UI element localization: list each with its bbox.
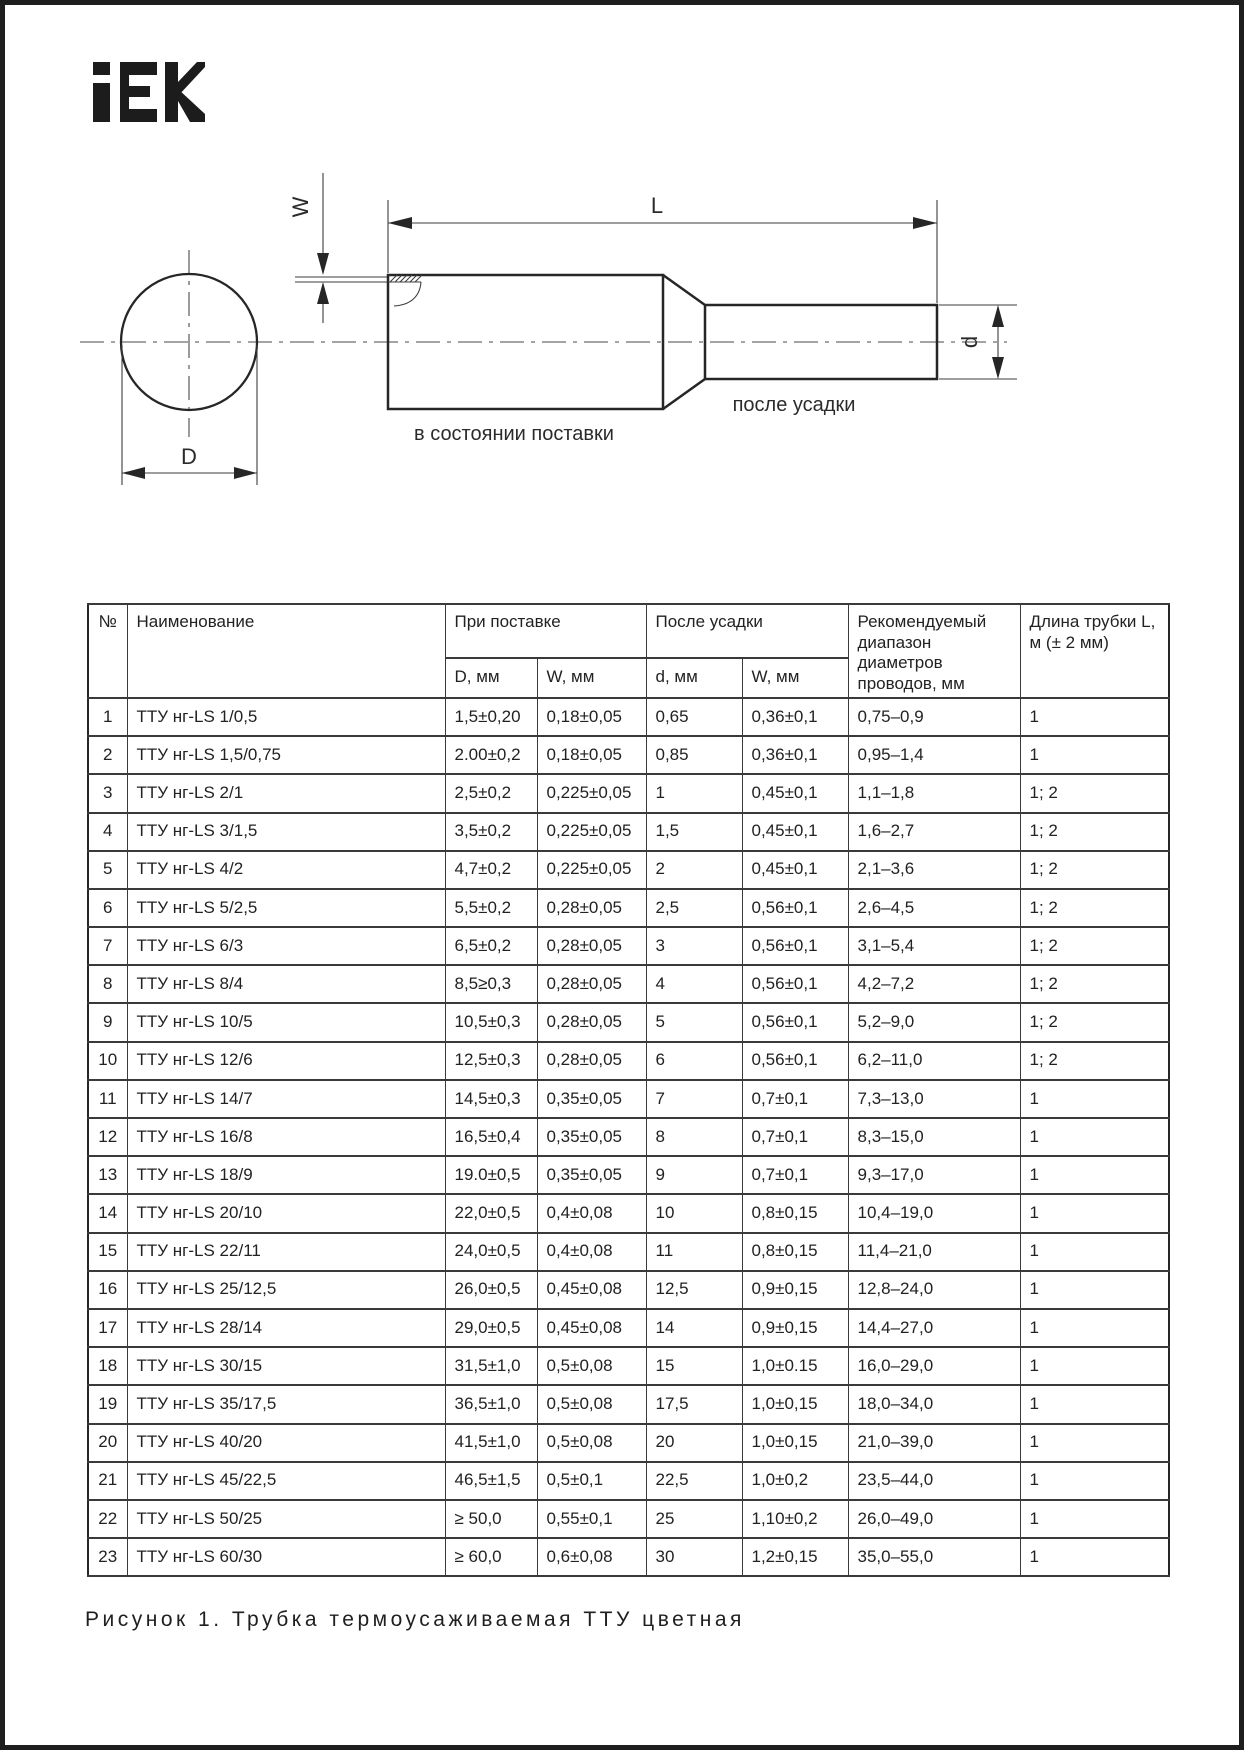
table-cell: 5,2–9,0 [848,1003,1020,1041]
table-cell: 29,0±0,5 [445,1309,537,1347]
table-cell: 3,5±0,2 [445,813,537,851]
table-cell: 0,85 [646,736,742,774]
table-cell: 25 [646,1500,742,1538]
table-row [88,927,1169,965]
table-row [88,889,1169,927]
table-cell: 0,56±0,1 [742,889,848,927]
table-cell: ТТУ нг-LS 35/17,5 [127,1385,445,1423]
table-cell: 1 [1020,1233,1169,1271]
table-row [88,698,1169,736]
table-cell: 0,8±0,15 [742,1194,848,1232]
table-cell: 16,5±0,4 [445,1118,537,1156]
table-cell: 22 [88,1500,127,1538]
label-as-supplied: в состоянии поставки [414,423,614,445]
table-cell: 1; 2 [1020,889,1169,927]
header-supply-D: D, мм [445,658,537,698]
table-cell: 1 [88,698,127,736]
table-cell: ТТУ нг-LS 28/14 [127,1309,445,1347]
table-cell: 1 [1020,1347,1169,1385]
table-cell: 0,45±0,08 [537,1309,646,1347]
table-cell: ТТУ нг-LS 12/6 [127,1042,445,1080]
dim-label-D: D [181,444,197,469]
table-cell: 3 [88,774,127,812]
table-cell: 9 [646,1156,742,1194]
table-cell: ТТУ нг-LS 10/5 [127,1003,445,1041]
table-cell: 6 [88,889,127,927]
taper-bottom [663,379,705,409]
table-cell: 0,9±0,15 [742,1309,848,1347]
table-cell: 0,45±0,1 [742,774,848,812]
table-cell: 14 [88,1194,127,1232]
table-cell: 1; 2 [1020,1042,1169,1080]
table-cell: ТТУ нг-LS 18/9 [127,1156,445,1194]
table-cell: 5 [646,1003,742,1041]
table-cell: 17,5 [646,1385,742,1423]
table-cell: 14,4–27,0 [848,1309,1020,1347]
table-cell: 6,2–11,0 [848,1042,1020,1080]
table-row [88,1042,1169,1080]
table-row [88,1538,1169,1576]
table-cell: 17 [88,1309,127,1347]
table-cell: 1 [1020,1194,1169,1232]
table-cell: 1 [1020,1156,1169,1194]
table-cell: 11,4–21,0 [848,1233,1020,1271]
table-cell: 8 [88,965,127,1003]
table-cell: 0,8±0,15 [742,1233,848,1271]
table-cell: 6 [646,1042,742,1080]
table-cell: 6,5±0,2 [445,927,537,965]
table-cell: 22,5 [646,1462,742,1500]
table-cell: ≥ 60,0 [445,1538,537,1576]
table-cell: ТТУ нг-LS 22/11 [127,1233,445,1271]
header-supply-W: W, мм [537,658,646,698]
table-cell: 1 [1020,1500,1169,1538]
table-cell: 0,45±0,1 [742,851,848,889]
table-cell: 10,4–19,0 [848,1194,1020,1232]
table-cell: 0,35±0,05 [537,1156,646,1194]
tube-body-shrunk [705,305,937,379]
table-cell: 7,3–13,0 [848,1080,1020,1118]
table-cell: 0,56±0,1 [742,927,848,965]
figure-drawing [5,155,1105,500]
table-cell: 8,5≥0,3 [445,965,537,1003]
table-cell: 41,5±1,0 [445,1424,537,1462]
table-cell: 1; 2 [1020,927,1169,965]
table-cell: 1; 2 [1020,813,1169,851]
table-cell: ТТУ нг-LS 50/25 [127,1500,445,1538]
table-row [88,1080,1169,1118]
table-row [88,1118,1169,1156]
table-cell: ТТУ нг-LS 40/20 [127,1424,445,1462]
table-cell: 1 [1020,1118,1169,1156]
table-cell: 23,5–44,0 [848,1462,1020,1500]
table-cell: 7 [646,1080,742,1118]
table-cell: 2,5±0,2 [445,774,537,812]
table-cell: 46,5±1,5 [445,1462,537,1500]
table-cell: 36,5±1,0 [445,1385,537,1423]
table-cell: 0,7±0,1 [742,1080,848,1118]
table-cell: 0,18±0,05 [537,736,646,774]
table-cell: 1,1–1,8 [848,774,1020,812]
table-cell: ТТУ нг-LS 14/7 [127,1080,445,1118]
table-row [88,1500,1169,1538]
table-cell: 1 [646,774,742,812]
table-cell: 1 [1020,1538,1169,1576]
header-num: № [88,604,127,698]
table-cell: ТТУ нг-LS 45/22,5 [127,1462,445,1500]
figure-caption: Рисунок 1. Трубка термоусаживаемая ТТУ цветная [85,1608,745,1631]
table-cell: 1,5±0,20 [445,698,537,736]
table-header [88,604,1169,698]
table-cell: 10 [88,1042,127,1080]
table-cell: 1,5 [646,813,742,851]
table-cell: 0,28±0,05 [537,965,646,1003]
table-cell: 1; 2 [1020,851,1169,889]
table-cell: 2,5 [646,889,742,927]
table-cell: 0,5±0,08 [537,1347,646,1385]
table-cell: 0,36±0,1 [742,736,848,774]
table-cell: ТТУ нг-LS 5/2,5 [127,889,445,927]
table-cell: 1 [1020,1385,1169,1423]
table-cell: 0,9±0,15 [742,1271,848,1309]
table-cell: 2,1–3,6 [848,851,1020,889]
table-cell: 5 [88,851,127,889]
table-cell: 0,95–1,4 [848,736,1020,774]
table-cell: 0,56±0,1 [742,1042,848,1080]
table-cell: 1,10±0,2 [742,1500,848,1538]
table-cell: 1; 2 [1020,965,1169,1003]
table-cell: 8,3–15,0 [848,1118,1020,1156]
table-cell: 4,2–7,2 [848,965,1020,1003]
table-cell: 1,2±0,15 [742,1538,848,1576]
table-cell: 20 [88,1424,127,1462]
table-cell: 3 [646,927,742,965]
table-cell: 0,45±0,1 [742,813,848,851]
table-cell: 0,28±0,05 [537,1003,646,1041]
table-cell: 2,6–4,5 [848,889,1020,927]
table-cell: 26,0–49,0 [848,1500,1020,1538]
table-row [88,965,1169,1003]
table-cell: ТТУ нг-LS 4/2 [127,851,445,889]
table-cell: ТТУ нг-LS 3/1,5 [127,813,445,851]
table-cell: 5,5±0,2 [445,889,537,927]
table-cell: 14 [646,1309,742,1347]
table-cell: 15 [88,1233,127,1271]
table-row [88,813,1169,851]
table-row [88,1385,1169,1423]
table-row [88,1003,1169,1041]
header-tube-length: Длина трубки L, м (± 2 мм) [1020,604,1169,698]
header-shrunk-W: W, мм [742,658,848,698]
table-row [88,1271,1169,1309]
header-shrunk-group: После усадки [646,604,848,658]
table-cell: ТТУ нг-LS 25/12,5 [127,1271,445,1309]
table-cell: 9,3–17,0 [848,1156,1020,1194]
table-row [88,851,1169,889]
table-cell: 10,5±0,3 [445,1003,537,1041]
label-after-shrink: после усадки [732,394,856,416]
table-cell: ТТУ нг-LS 2/1 [127,774,445,812]
table-cell: 0,28±0,05 [537,889,646,927]
table-cell: 1 [1020,1080,1169,1118]
table-cell: 0,4±0,08 [537,1194,646,1232]
table-cell: 0,56±0,1 [742,965,848,1003]
table-row [88,1156,1169,1194]
table-cell: 0,35±0,05 [537,1118,646,1156]
table-cell: 21 [88,1462,127,1500]
table-row [88,1462,1169,1500]
table-cell: 19 [88,1385,127,1423]
table-cell: 0,7±0,1 [742,1118,848,1156]
table-cell: 4,7±0,2 [445,851,537,889]
header-supply-group: При поставке [445,604,646,658]
table-body [88,698,1169,1576]
table-cell: 4 [88,813,127,851]
table-cell: 1,0±0.15 [742,1347,848,1385]
table-cell: 7 [88,927,127,965]
table-cell: 23 [88,1538,127,1576]
table-cell: 1,0±0,2 [742,1462,848,1500]
table-cell: 26,0±0,5 [445,1271,537,1309]
table-cell: 0,4±0,08 [537,1233,646,1271]
table-cell: 2 [88,736,127,774]
iek-logo [93,62,205,122]
table-cell: ≥ 50,0 [445,1500,537,1538]
table-cell: 0,35±0,05 [537,1080,646,1118]
dimensions-table [87,603,1170,1577]
header-shrunk-d: d, мм [646,658,742,698]
table-cell: 11 [646,1233,742,1271]
table-cell: ТТУ нг-LS 1/0,5 [127,698,445,736]
table-cell: 0,65 [646,698,742,736]
table-cell: 0,56±0,1 [742,1003,848,1041]
table-cell: 0,5±0,08 [537,1424,646,1462]
table-cell: ТТУ нг-LS 6/3 [127,927,445,965]
table-cell: 4 [646,965,742,1003]
table-cell: 9 [88,1003,127,1041]
table-cell: 0,28±0,05 [537,927,646,965]
table-cell: 22,0±0,5 [445,1194,537,1232]
table-cell: 0,75–0,9 [848,698,1020,736]
table-cell: 0,55±0,1 [537,1500,646,1538]
table-cell: 21,0–39,0 [848,1424,1020,1462]
table-row [88,1309,1169,1347]
header-wire-range: Рекомендуемый диапазон диаметров проводов, мм [848,604,1020,698]
table-cell: 18 [88,1347,127,1385]
table-cell: 15 [646,1347,742,1385]
table-cell: 1; 2 [1020,1003,1169,1041]
table-cell: 0,5±0,08 [537,1385,646,1423]
table-cell: 0,18±0,05 [537,698,646,736]
table-cell: ТТУ нг-LS 8/4 [127,965,445,1003]
table-cell: 2 [646,851,742,889]
table-cell: 35,0–55,0 [848,1538,1020,1576]
table-cell: 0,7±0,1 [742,1156,848,1194]
table-cell: 1 [1020,698,1169,736]
table-cell: 0,28±0,05 [537,1042,646,1080]
table-row [88,1194,1169,1232]
table-cell: 0,225±0,05 [537,813,646,851]
table-cell: 30 [646,1538,742,1576]
table-cell: 0,6±0,08 [537,1538,646,1576]
table-cell: 0,45±0,08 [537,1271,646,1309]
table-cell: ТТУ нг-LS 30/15 [127,1347,445,1385]
table-cell: 1 [1020,736,1169,774]
table-cell: 24,0±0,5 [445,1233,537,1271]
table-cell: 16 [88,1271,127,1309]
table-cell: 1 [1020,1424,1169,1462]
table-cell: 19.0±0,5 [445,1156,537,1194]
table-cell: 11 [88,1080,127,1118]
table-cell: 1,0±0,15 [742,1424,848,1462]
table-cell: 13 [88,1156,127,1194]
wall-hatch [388,275,422,306]
table-cell: ТТУ нг-LS 60/30 [127,1538,445,1576]
table-cell: 10 [646,1194,742,1232]
dim-label-W: W [288,196,313,218]
table-cell: 1,0±0,15 [742,1385,848,1423]
table-row [88,1347,1169,1385]
table-cell: 0,225±0,05 [537,851,646,889]
table-cell: 31,5±1,0 [445,1347,537,1385]
table-cell: 3,1–5,4 [848,927,1020,965]
table-cell: 12 [88,1118,127,1156]
table-row [88,736,1169,774]
table-cell: 2.00±0,2 [445,736,537,774]
table-cell: 14,5±0,3 [445,1080,537,1118]
table-cell: 0,225±0,05 [537,774,646,812]
table-cell: 1 [1020,1309,1169,1347]
table-cell: 1,6–2,7 [848,813,1020,851]
table-cell: ТТУ нг-LS 1,5/0,75 [127,736,445,774]
table-cell: 1 [1020,1271,1169,1309]
dim-label-d: d [957,335,982,349]
table-cell: 12,5 [646,1271,742,1309]
table-cell: 1 [1020,1462,1169,1500]
table-cell: 0,5±0,1 [537,1462,646,1500]
header-name: Наименование [127,604,445,698]
table-row [88,1233,1169,1271]
taper-top [663,275,705,305]
table-cell: 1; 2 [1020,774,1169,812]
table-cell: 12,5±0,3 [445,1042,537,1080]
table-cell: 0,36±0,1 [742,698,848,736]
dim-label-L: L [650,193,664,218]
table-cell: ТТУ нг-LS 20/10 [127,1194,445,1232]
table-row [88,774,1169,812]
table-cell: 12,8–24,0 [848,1271,1020,1309]
table-row [88,1424,1169,1462]
table-cell: 16,0–29,0 [848,1347,1020,1385]
table-cell: ТТУ нг-LS 16/8 [127,1118,445,1156]
table-cell: 18,0–34,0 [848,1385,1020,1423]
table-cell: 8 [646,1118,742,1156]
table-cell: 20 [646,1424,742,1462]
